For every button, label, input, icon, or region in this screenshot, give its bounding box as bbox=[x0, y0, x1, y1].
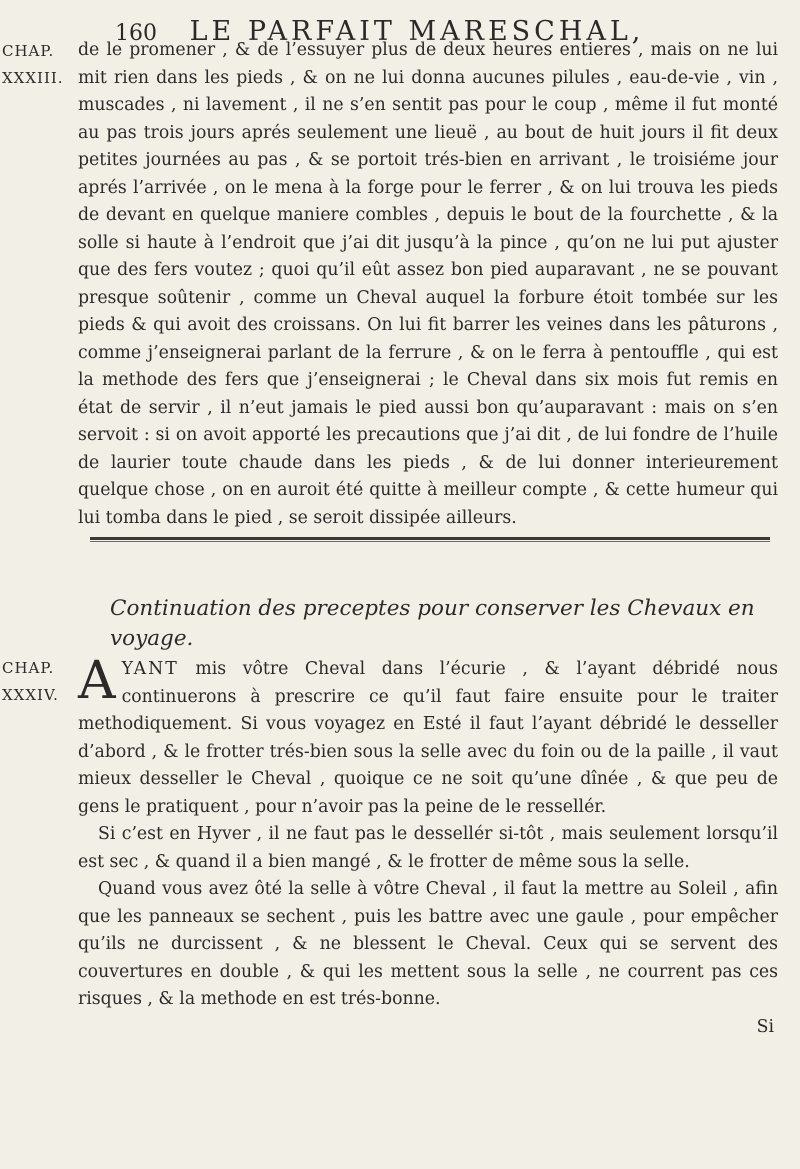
section-divider bbox=[90, 537, 770, 540]
margin-note-label: CHAP. bbox=[2, 42, 55, 60]
passage-1: de le promener , & de l’essuyer plus de deux heures entieres , mais on ne lui mit rien dans les pieds , & on ne lui donna aucunes pilules , eau-de-vie , vin , muscades , ni lavement , il ne s’en sentit pas pour le coup , même il fut monté au pas trois jours aprés seulement une lieuë , au bout de huit jours il fit deux petites journées au pas , & se portoit trés-bien en arrivant , le troisiéme jour aprés l’arrivée , on le mena à la forge pour le ferrer , & on lui trouva les pieds de devant en quelque maniere combles , depuis le bout de la fourchette , & la solle si haute à l’endroit que j’ai dit jusqu’à la pince , qu’on ne lui put ajuster que des fers voutez ; quoi qu’il eût assez bon pied auparavant , ne se pouvant presque soûtenir , comme un Cheval auquel la forbure étoit tombée sur les pieds & qui avoit des croissans. On lui fit barrer les veines dans les pâturons , comme j’enseignerai parlant de la ferrure , & on le ferra à pentouffle , qui est la methode des fers que j’enseignerai ; le Cheval dans six mois fut remis en état de servir , il n’eut jamais le pied aussi bon qu’auparavant : mais on s’en servoit : si on avoit apporté les precautions que j’ai dit , de lui fondre de l’huile de laurier toute chaude dans les pieds , & de lui donner interieurement quelque chose , on en auroit été quitte à meilleur compte , & cette humeur qui lui tomba dans le pied , se seroit dissipée ailleurs. bbox=[78, 40, 778, 528]
paragraph-1 bbox=[78, 651, 778, 821]
page-number: 160 bbox=[115, 21, 157, 46]
paragraph-1-text: mis vôtre Cheval dans l’écurie , & l’ayant débridé nous continuerons à prescrire ce qu’il faut faire ensuite pour le traiter methodiquement. Si vous voyagez en Esté il faut l’ayant débridé le desseller d’abord , & le frotter trés-bien sous la selle avec du foin ou de la paille , il vaut mieux desseller le Cheval , quoique ce ne soit qu’une dînée , & que peu de gens le pratiquent , pour n’avoir pas la peine de le ressellér. bbox=[78, 659, 778, 817]
paragraph-2: Si c’est en Hyver , il ne faut pas le dessellér si-tôt , mais seulement lorsqu’il est sec , & quand il a bien mangé , & le frotter de même sous la selle. bbox=[78, 824, 778, 872]
catchword: Si bbox=[756, 1016, 774, 1037]
margin-note-label: CHAP. bbox=[2, 659, 55, 677]
margin-note-number: XXXIII. bbox=[2, 69, 64, 87]
drop-cap: A bbox=[78, 651, 116, 711]
margin-note-chapter-33 bbox=[2, 38, 66, 92]
margin-note-chapter-34 bbox=[2, 655, 66, 709]
section-divider-thin bbox=[90, 541, 770, 542]
passage-2 bbox=[78, 651, 778, 1041]
lead-word: YANT bbox=[121, 659, 179, 679]
margin-note-number: XXXIV. bbox=[2, 686, 59, 704]
running-title: LE PARFAIT MARESCHAL, bbox=[189, 16, 645, 47]
paragraph-3: Quand vous avez ôté la selle à vôtre Cheval , il faut la mettre au Soleil , afin que les panneaux se sechent , puis les battre avec une gaule , pour empêcher qu’ils ne durcissent , & ne blessent le Cheval. Ceux qui se servent des couvertures en double , & qui les mettent sous la selle , ne courrent pas ces risques , & la methode en est trés-bonne. bbox=[78, 879, 778, 1009]
section-heading: Continuation des preceptes pour conserver les Chevaux en voyage. bbox=[110, 596, 755, 651]
